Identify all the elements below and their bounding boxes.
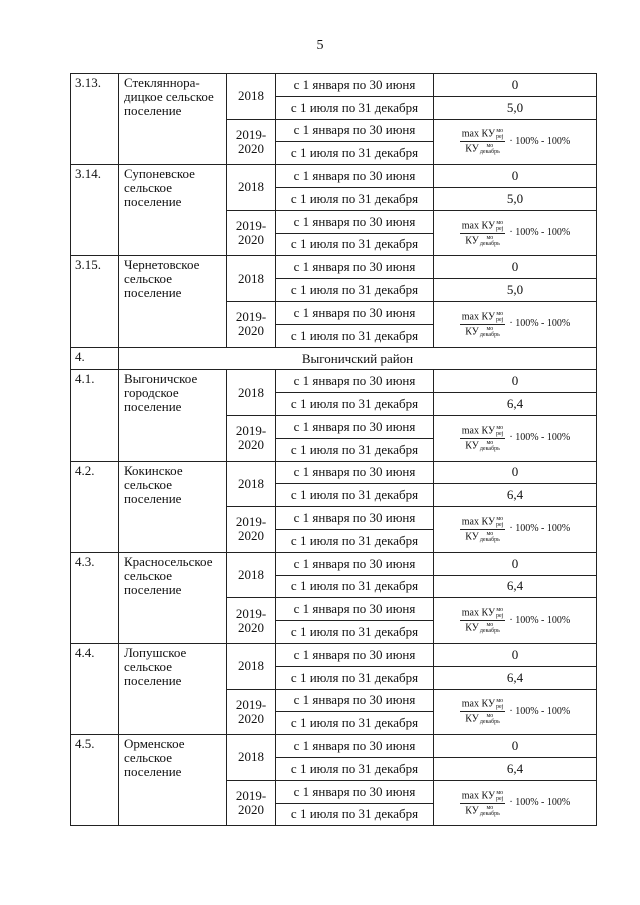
settlement-name: Чернетовское сельское поселение bbox=[119, 256, 227, 347]
formula-sub: реј bbox=[496, 316, 504, 323]
formula-numerator-indices bbox=[496, 220, 503, 232]
formula-numerator-indices bbox=[496, 311, 503, 323]
value-cell: 0 bbox=[434, 643, 597, 666]
item-number: 3.15. bbox=[71, 256, 119, 347]
formula-cell bbox=[434, 598, 597, 644]
period-cell: с 1 января по 30 июня bbox=[276, 74, 434, 97]
formula-tail: · 100% - 100% bbox=[509, 432, 571, 444]
formula bbox=[434, 425, 596, 452]
formula-numerator-indices bbox=[496, 425, 503, 437]
formula-sup: мо bbox=[486, 713, 494, 720]
settlement-name: Орменское сельское поселение bbox=[119, 735, 227, 826]
period-cell: с 1 июля по 31 декабря bbox=[276, 324, 434, 347]
formula-cell bbox=[434, 301, 597, 347]
year-cell: 2019-2020 bbox=[227, 415, 276, 461]
formula-sub: реј bbox=[496, 430, 504, 437]
formula-tail: · 100% - 100% bbox=[509, 318, 571, 330]
formula-denominator bbox=[463, 621, 502, 634]
period-cell: с 1 января по 30 июня bbox=[276, 689, 434, 712]
formula-sup: мо bbox=[496, 607, 504, 614]
formula-sup: мо bbox=[486, 325, 494, 332]
item-number: 3.14. bbox=[71, 165, 119, 256]
formula-denominator-indices bbox=[480, 622, 500, 634]
year-cell: 2019-2020 bbox=[227, 301, 276, 347]
year-cell: 2019-2020 bbox=[227, 210, 276, 256]
formula-denominator-indices bbox=[480, 143, 500, 155]
year-cell: 2019-2020 bbox=[227, 780, 276, 826]
formula-sub: декабрь bbox=[479, 810, 500, 817]
value-cell: 6,4 bbox=[434, 666, 597, 689]
formula-sub: декабрь bbox=[479, 149, 500, 156]
value-cell: 0 bbox=[434, 370, 597, 393]
formula-numerator-indices bbox=[496, 790, 503, 802]
year-cell: 2019-2020 bbox=[227, 119, 276, 165]
formula-sub: декабрь bbox=[479, 719, 500, 726]
formula-denominator-indices bbox=[480, 326, 500, 338]
period-cell: с 1 июля по 31 декабря bbox=[276, 803, 434, 826]
formula-cell bbox=[434, 119, 597, 165]
formula-sub: декабрь bbox=[479, 628, 500, 635]
formula-sup: мо bbox=[496, 128, 504, 135]
formula-sub: реј bbox=[496, 134, 504, 141]
year-cell: 2018 bbox=[227, 165, 276, 211]
formula bbox=[434, 790, 596, 817]
formula-sub: реј bbox=[496, 795, 504, 802]
year-cell: 2018 bbox=[227, 552, 276, 598]
year-cell: 2018 bbox=[227, 256, 276, 302]
formula-numerator-indices bbox=[496, 698, 503, 710]
formula-numerator-indices bbox=[496, 516, 503, 528]
formula-cell bbox=[434, 210, 597, 256]
period-cell: с 1 июля по 31 декабря bbox=[276, 621, 434, 644]
period-cell: с 1 июля по 31 декабря bbox=[276, 96, 434, 119]
table-row bbox=[71, 165, 597, 188]
settlement-name: Лопушское сельское поселение bbox=[119, 643, 227, 734]
period-cell: с 1 июля по 31 декабря bbox=[276, 393, 434, 416]
table-row bbox=[71, 74, 597, 97]
period-cell: с 1 июля по 31 декабря bbox=[276, 233, 434, 256]
formula bbox=[434, 607, 596, 634]
period-cell: с 1 января по 30 июня bbox=[276, 461, 434, 484]
formula bbox=[434, 516, 596, 543]
formula-fraction bbox=[460, 128, 506, 155]
formula bbox=[434, 311, 596, 338]
formula-sub: декабрь bbox=[479, 536, 500, 543]
table-row bbox=[71, 256, 597, 279]
formula-fraction bbox=[460, 220, 506, 247]
period-cell: с 1 июля по 31 декабря bbox=[276, 575, 434, 598]
period-cell: с 1 января по 30 июня bbox=[276, 370, 434, 393]
table-row bbox=[71, 461, 597, 484]
value-cell: 0 bbox=[434, 552, 597, 575]
settlement-name: Красносельское сельское поселение bbox=[119, 552, 227, 643]
year-cell: 2018 bbox=[227, 370, 276, 416]
formula-denominator-text: КУ bbox=[465, 804, 479, 816]
formula-sub: декабрь bbox=[479, 240, 500, 247]
formula-numerator-text: max КУ bbox=[461, 789, 496, 801]
value-cell: 5,0 bbox=[434, 279, 597, 302]
period-cell: с 1 января по 30 июня bbox=[276, 301, 434, 324]
period-cell: с 1 июля по 31 декабря bbox=[276, 484, 434, 507]
value-cell: 5,0 bbox=[434, 96, 597, 119]
formula-denominator-text: КУ bbox=[465, 440, 479, 452]
formula-denominator bbox=[463, 712, 502, 725]
value-cell: 0 bbox=[434, 256, 597, 279]
table-row bbox=[71, 735, 597, 758]
formula-numerator-indices bbox=[496, 607, 503, 619]
district-name: Выгоничский район bbox=[119, 347, 597, 370]
formula-denominator-text: КУ bbox=[465, 622, 479, 634]
district-number: 4. bbox=[71, 347, 119, 370]
formula-numerator bbox=[460, 311, 506, 325]
formula-tail: · 100% - 100% bbox=[509, 135, 571, 147]
formula-sub: реј bbox=[496, 613, 504, 620]
item-number: 4.3. bbox=[71, 552, 119, 643]
value-cell: 0 bbox=[434, 461, 597, 484]
period-cell: с 1 января по 30 июня bbox=[276, 643, 434, 666]
tariff-table bbox=[70, 73, 597, 826]
settlement-name: Стеклянноpа-дицкое сельское поселение bbox=[119, 74, 227, 165]
year-cell: 2018 bbox=[227, 74, 276, 120]
value-cell: 6,4 bbox=[434, 575, 597, 598]
value-cell: 0 bbox=[434, 165, 597, 188]
item-number: 4.5. bbox=[71, 735, 119, 826]
formula-tail: · 100% - 100% bbox=[509, 523, 571, 535]
formula-sub: реј bbox=[496, 521, 504, 528]
formula-fraction bbox=[460, 607, 506, 634]
formula-denominator-text: КУ bbox=[465, 143, 479, 155]
item-number: 4.1. bbox=[71, 370, 119, 461]
formula-sup: мо bbox=[486, 143, 494, 150]
formula-sup: мо bbox=[496, 219, 504, 226]
table-row bbox=[71, 643, 597, 666]
year-cell: 2019-2020 bbox=[227, 689, 276, 735]
formula-cell bbox=[434, 507, 597, 553]
formula-numerator-text: max КУ bbox=[461, 311, 496, 323]
formula-denominator bbox=[463, 142, 502, 155]
period-cell: с 1 июля по 31 декабря bbox=[276, 187, 434, 210]
formula-cell bbox=[434, 415, 597, 461]
period-cell: с 1 января по 30 июня bbox=[276, 507, 434, 530]
formula-fraction bbox=[460, 425, 506, 452]
item-number: 3.13. bbox=[71, 74, 119, 165]
formula-denominator bbox=[463, 439, 502, 452]
year-cell: 2018 bbox=[227, 643, 276, 689]
formula-sup: мо bbox=[496, 515, 504, 522]
formula-sub: декабрь bbox=[479, 331, 500, 338]
formula-tail: · 100% - 100% bbox=[509, 227, 571, 239]
formula-denominator-text: КУ bbox=[465, 326, 479, 338]
period-cell: с 1 января по 30 июня bbox=[276, 552, 434, 575]
formula-fraction bbox=[460, 698, 506, 725]
period-cell: с 1 января по 30 июня bbox=[276, 735, 434, 758]
formula-numerator-text: max КУ bbox=[461, 516, 496, 528]
formula-numerator-indices bbox=[496, 128, 503, 140]
formula-sup: мо bbox=[486, 622, 494, 629]
formula-denominator-text: КУ bbox=[465, 531, 479, 543]
period-cell: с 1 июля по 31 декабря bbox=[276, 666, 434, 689]
formula-sub: декабрь bbox=[479, 445, 500, 452]
formula-cell bbox=[434, 780, 597, 826]
period-cell: с 1 июля по 31 декабря bbox=[276, 712, 434, 735]
formula-denominator-indices bbox=[480, 531, 500, 543]
formula-numerator bbox=[460, 607, 506, 621]
formula-numerator-text: max КУ bbox=[461, 607, 496, 619]
item-number: 4.2. bbox=[71, 461, 119, 552]
formula-denominator-indices bbox=[480, 805, 500, 817]
item-number: 4.4. bbox=[71, 643, 119, 734]
formula-fraction bbox=[460, 790, 506, 817]
value-cell: 6,4 bbox=[434, 393, 597, 416]
period-cell: с 1 июля по 31 декабря bbox=[276, 438, 434, 461]
formula-fraction bbox=[460, 516, 506, 543]
formula-denominator-text: КУ bbox=[465, 234, 479, 246]
period-cell: с 1 января по 30 июня bbox=[276, 598, 434, 621]
formula-sup: мо bbox=[486, 439, 494, 446]
formula-denominator bbox=[463, 325, 502, 338]
formula-tail: · 100% - 100% bbox=[509, 797, 571, 808]
district-row bbox=[71, 347, 597, 370]
value-cell: 6,4 bbox=[434, 757, 597, 780]
period-cell: с 1 июля по 31 декабря bbox=[276, 529, 434, 552]
page-number: 5 bbox=[316, 38, 324, 53]
period-cell: с 1 января по 30 июня bbox=[276, 210, 434, 233]
formula bbox=[434, 698, 596, 725]
formula-sup: мо bbox=[486, 234, 494, 241]
formula-fraction bbox=[460, 311, 506, 338]
period-cell: с 1 января по 30 июня bbox=[276, 165, 434, 188]
period-cell: с 1 января по 30 июня bbox=[276, 256, 434, 279]
formula-denominator bbox=[463, 804, 502, 817]
formula bbox=[434, 128, 596, 155]
value-cell: 0 bbox=[434, 74, 597, 97]
settlement-name: Супоневское сельское поселение bbox=[119, 165, 227, 256]
formula-tail: · 100% - 100% bbox=[509, 614, 571, 626]
year-cell: 2018 bbox=[227, 735, 276, 781]
formula-sub: реј bbox=[496, 704, 504, 711]
period-cell: с 1 января по 30 июня bbox=[276, 119, 434, 142]
formula-sup: мо bbox=[496, 789, 504, 796]
period-cell: с 1 января по 30 июня bbox=[276, 780, 434, 803]
formula-numerator-text: max КУ bbox=[461, 219, 496, 231]
formula-sup: мо bbox=[486, 530, 494, 537]
formula-denominator bbox=[463, 530, 502, 543]
formula-numerator bbox=[460, 128, 506, 142]
formula-denominator-indices bbox=[480, 440, 500, 452]
formula-numerator-text: max КУ bbox=[461, 698, 496, 710]
year-cell: 2018 bbox=[227, 461, 276, 507]
table-row bbox=[71, 552, 597, 575]
formula-tail: · 100% - 100% bbox=[509, 705, 571, 717]
formula-sup: мо bbox=[496, 310, 504, 317]
formula-denominator bbox=[463, 234, 502, 247]
formula-numerator-text: max КУ bbox=[461, 128, 496, 140]
period-cell: с 1 июля по 31 декабря bbox=[276, 757, 434, 780]
formula-sup: мо bbox=[496, 424, 504, 431]
value-cell: 6,4 bbox=[434, 484, 597, 507]
year-cell: 2019-2020 bbox=[227, 507, 276, 553]
formula-sub: реј bbox=[496, 225, 504, 232]
formula-numerator bbox=[460, 425, 506, 439]
formula-numerator bbox=[460, 516, 506, 530]
formula-numerator bbox=[460, 220, 506, 234]
formula-numerator-text: max КУ bbox=[461, 425, 496, 437]
formula-numerator bbox=[460, 698, 506, 712]
formula-numerator bbox=[460, 790, 506, 804]
formula-sup: мо bbox=[486, 804, 494, 811]
settlement-name: Кокинское сельское поселение bbox=[119, 461, 227, 552]
period-cell: с 1 июля по 31 декабря bbox=[276, 279, 434, 302]
formula-denominator-indices bbox=[480, 235, 500, 247]
period-cell: с 1 января по 30 июня bbox=[276, 415, 434, 438]
year-cell: 2019-2020 bbox=[227, 598, 276, 644]
formula-denominator-text: КУ bbox=[465, 713, 479, 725]
table-row bbox=[71, 370, 597, 393]
formula-cell bbox=[434, 689, 597, 735]
value-cell: 0 bbox=[434, 735, 597, 758]
formula bbox=[434, 220, 596, 247]
formula-denominator-indices bbox=[480, 713, 500, 725]
formula-sup: мо bbox=[496, 698, 504, 705]
period-cell: с 1 июля по 31 декабря bbox=[276, 142, 434, 165]
value-cell: 5,0 bbox=[434, 187, 597, 210]
settlement-name: Выгоничское городское поселение bbox=[119, 370, 227, 461]
